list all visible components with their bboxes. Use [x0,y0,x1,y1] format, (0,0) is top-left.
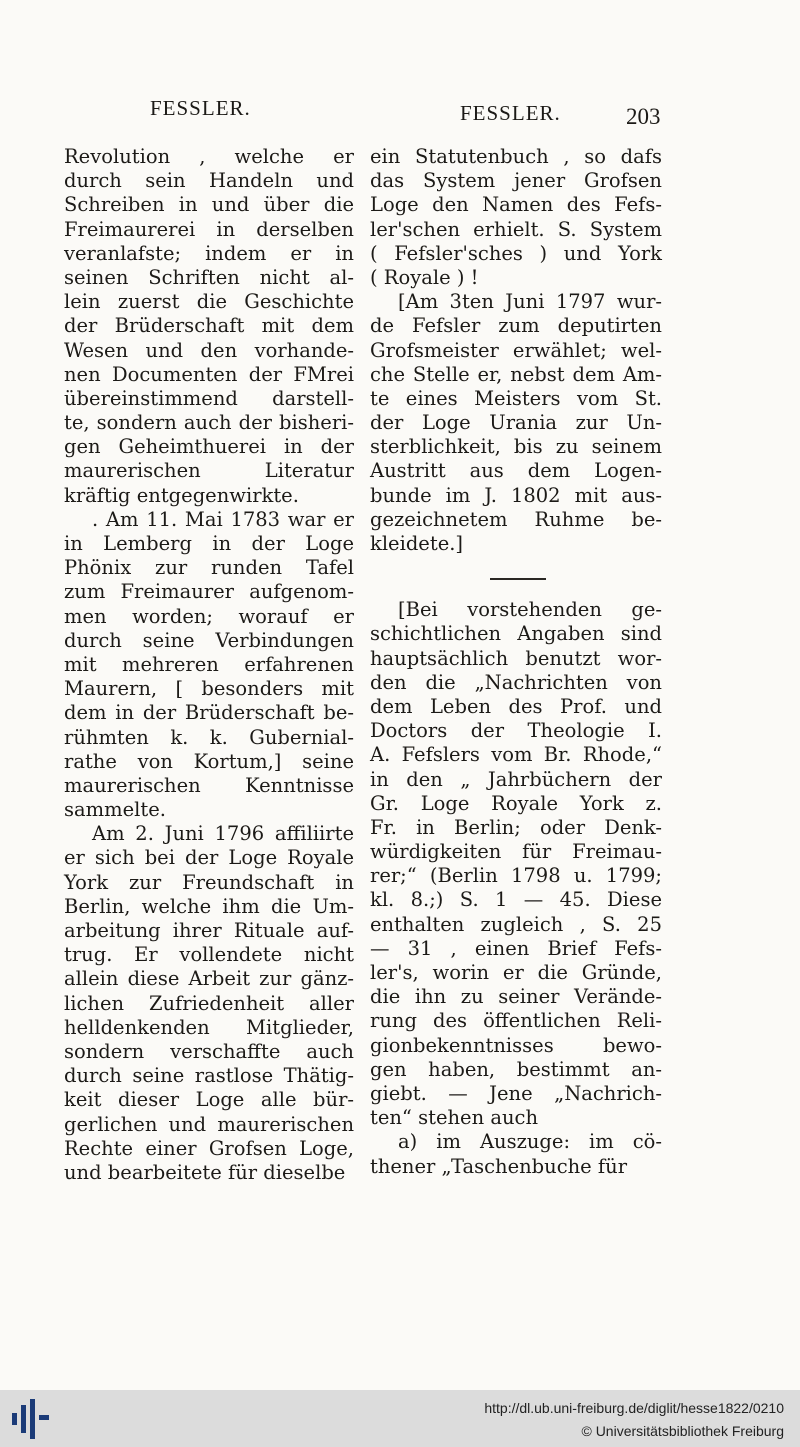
text-line: und bearbeitete für dieselbe [64,1160,346,1184]
text-line: kl. 8.;) S. 1 — 45. Diese [370,888,662,912]
text-line: maurerischen Kenntnisse [64,773,354,797]
right-column-lines-bottom [370,598,662,1179]
left-column-lines [64,145,354,1185]
text-line: kräftig entgegenwirkte. [64,483,299,507]
text-line: sondern verschaffte auch [64,1039,354,1063]
viewer-footer [0,1390,800,1447]
text-line: Berlin, welche ihm die Um- [64,894,354,918]
text-line: gionbekenntnisses bewo- [370,1033,662,1057]
text-line: giebt. — Jene „Nachrich- [370,1081,662,1105]
page-number: 203 [626,104,661,129]
text-line: te eines Meisters vom St. [370,386,662,410]
text-line: [Am 3ten Juni 1797 wur- [398,290,662,314]
text-line: durch sein Handeln und [64,169,354,193]
text-line: rung des öffentlichen Reli- [370,1009,662,1033]
text-line: gerlichen und maurerischen [64,1112,354,1136]
text-line: a) im Auszuge: im cö- [398,1130,662,1154]
text-line: trug. Er vollendete nicht [64,943,354,967]
text-line: in Lemberg in der Loge [64,532,354,555]
text-line: York zur Freundschaft in [64,870,354,894]
text-line: hauptsächlich benutzt wor- [370,646,662,670]
text-line: zum Freimaurer aufgenom- [64,580,354,604]
text-line: Austritt aus dem Logen- [370,459,662,483]
text-line: veranlafste; indem er in [64,241,354,265]
text-line: helldenkenden Mitglieder, [64,1015,354,1039]
permalink-url[interactable]: http://dl.ub.uni-freiburg.de/diglit/hesse1822/0210 [484,1400,784,1416]
text-line: Loge den Namen des Fefs- [370,193,662,217]
text-line: — 31 , einen Brief Fefs- [370,936,662,960]
text-line: maurerischen Literatur [64,459,354,483]
text-line: dem in der Brüderschaft be- [64,701,354,725]
text-line: Am 2. Juni 1796 affiliirte [92,822,354,846]
text-line: nen Documenten der FMrei [64,362,354,386]
text-line: ten“ stehen auch [370,1106,539,1130]
text-line: Doctors der Theologie I. [370,719,662,743]
section-divider-rule [490,578,546,580]
text-line: . Am 11. Mai 1783 war er [92,507,354,531]
text-line: rer;“ (Berlin 1798 u. 1799; [370,864,662,888]
text-line: sterblichkeit, bis zu seinem [370,435,662,459]
text-line: ein Statutenbuch , so dafs [370,145,662,168]
text-line: rathe von Kortum,] seine [64,749,354,773]
text-line: schichtlichen Angaben sind [370,622,662,646]
copyright-notice: © Universitätsbibliothek Freiburg [581,1423,784,1439]
text-line: gen Geheimthuerei in der [64,435,354,459]
text-line: rühmten k. k. Gubernial- [64,725,354,749]
text-line: Wesen und den vorhande- [64,338,354,362]
text-line: [Bei vorstehenden ge- [398,598,662,622]
text-line: A. Fefslers vom Br. Rhode,“ [370,743,662,767]
text-line: ( Fefsler'sches ) und York [370,241,662,265]
text-line: arbeitung ihrer Rituale auf- [64,919,354,942]
text-line: dem Leben des Prof. und [370,694,662,718]
text-line: der Brüderschaft mit dem [64,314,354,338]
text-line: Fr. in Berlin; oder Denk- [370,815,662,839]
text-line: ler's, worin er die Gründe, [370,961,662,984]
text-line: Gr. Loge Royale York z. [370,791,662,815]
right-text-column [370,145,662,1179]
text-line: Revolution , welche er [64,145,354,168]
text-line: gen haben, bestimmt an- [370,1057,662,1081]
text-line: mit mehreren erfahrenen [64,652,354,676]
text-line: der Loge Urania zur Un- [370,411,662,435]
text-line: durch seine Verbindungen [64,628,354,652]
text-line: in den „ Jahrbüchern der [370,767,662,791]
text-line: übereinstimmend darstell- [64,386,354,410]
text-line: keit dieser Loge alle bür- [64,1088,354,1112]
ub-freiburg-logo-icon [12,1399,52,1439]
text-line: lein zuerst die Geschichte [64,290,354,314]
text-line: men worden; worauf er [64,604,354,628]
text-line: er sich bei der Loge Royale [64,846,354,870]
left-text-column [64,145,354,1185]
text-line: das System jener Grofsen [370,169,662,193]
text-line: gezeichnetem Ruhme be- [370,507,662,531]
text-line: kleidete.] [370,532,464,555]
text-line: Rechte einer Grofsen Loge, [64,1136,354,1160]
text-line: die ihn zu seiner Verände- [370,985,662,1009]
text-line: den die „Nachrichten von [370,670,662,694]
text-line: Grofsmeister erwählet; wel- [370,338,662,362]
text-line: durch seine rastlose Thätig- [64,1064,354,1088]
text-line: ler'schen erhielt. S. System [370,217,662,241]
right-column-lines-top [370,145,662,556]
text-line: würdigkeiten für Freimau- [370,840,662,864]
text-line: thener „Taschenbuche für [370,1154,628,1178]
running-head-right: FESSLER. [460,101,561,125]
text-line: de Fefsler zum deputirten [370,314,662,338]
text-line: seinen Schriften nicht al- [64,265,354,289]
text-line: ( Royale ) ! [370,265,479,289]
text-line: enthalten zugleich , S. 25 [370,912,662,936]
text-line: Schreiben in und über die [64,193,354,217]
text-line: Phönix zur runden Tafel [64,556,354,580]
text-line: lichen Zufriedenheit aller [64,991,354,1015]
text-line: bunde im J. 1802 mit aus- [370,483,662,507]
text-line: allein diese Arbeit zur gänz- [64,967,354,991]
text-line: Freimaurerei in derselben [64,217,354,241]
text-line: Maurern, [ besonders mit [64,677,354,701]
running-head-left: FESSLER. [150,96,251,120]
text-line: sammelte. [64,798,166,822]
text-line: te, sondern auch der bisheri- [64,411,354,435]
text-line: che Stelle er, nebst dem Am- [370,362,662,386]
